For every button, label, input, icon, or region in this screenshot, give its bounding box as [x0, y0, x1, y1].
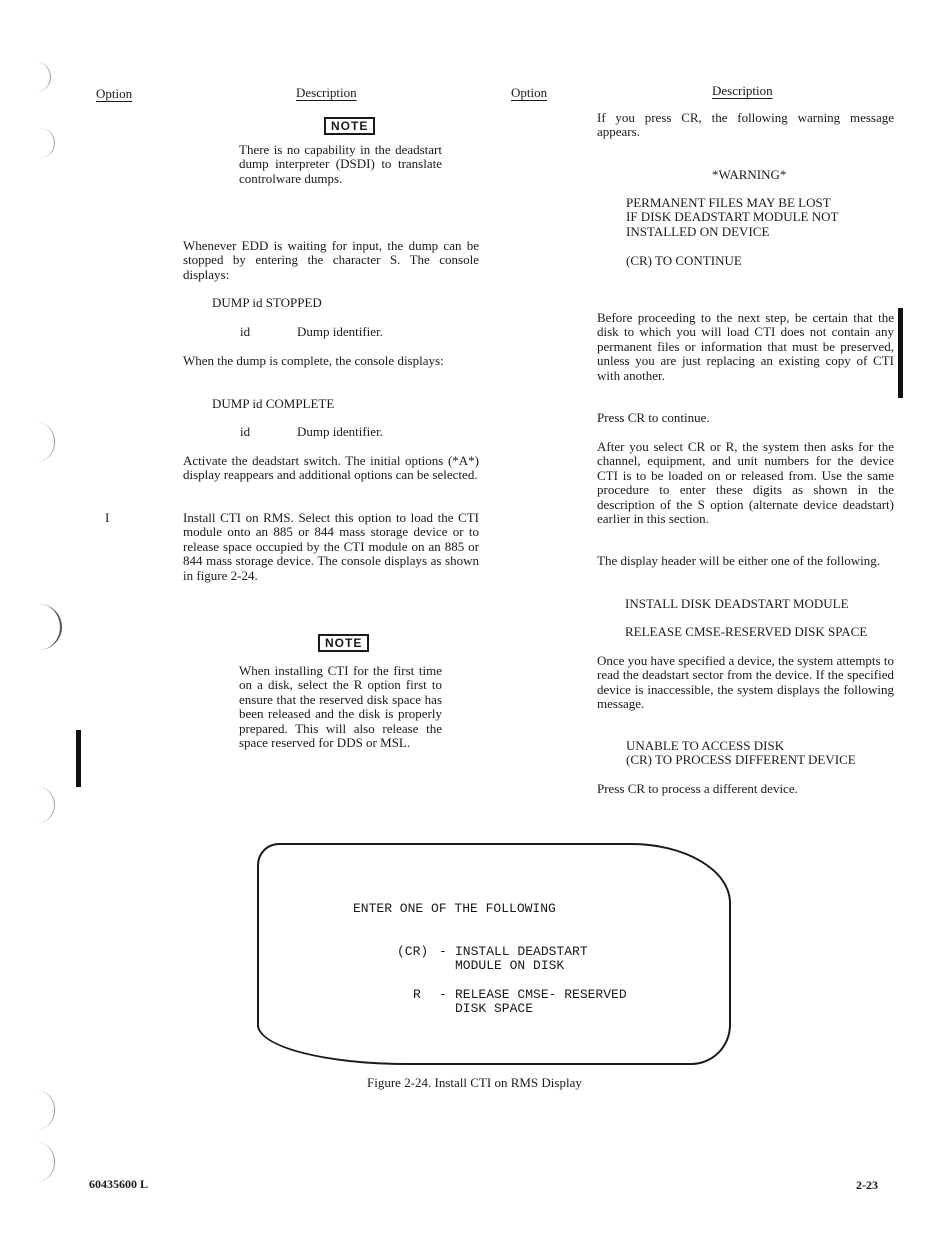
- paragraph-activate-deadstart: Activate the deadstart switch. The initial options (*A*) display reappears and additional options can be selected.: [183, 453, 479, 483]
- change-bar: [76, 730, 81, 787]
- continue-line: (CR) TO CONTINUE: [626, 253, 742, 268]
- paragraph-dump-complete: When the dump is complete, the console displays:: [183, 353, 444, 368]
- document-number: 60435600 L: [89, 1177, 149, 1191]
- header-option-install: INSTALL DISK DEADSTART MODULE: [625, 596, 849, 611]
- binder-hole-mark: [36, 422, 55, 462]
- note-label: NOTE: [318, 634, 369, 652]
- figure-option-cr-dash: -: [439, 944, 447, 959]
- id-definition: Dump identifier.: [297, 424, 383, 439]
- paragraph-install-cti: Install CTI on RMS. Select this option to load the CTI module onto an 885 or 844 mass storage device or to release space occupied by the CTI module on an 885 or 844 mass storage device. The console displays as shown in figure 2-24.: [183, 510, 479, 583]
- page-number: 2-23: [856, 1178, 878, 1192]
- paragraph-edd-stop: Whenever EDD is waiting for input, the dump can be stopped by entering the character S. The console displays:: [183, 238, 479, 282]
- warning-title: *WARNING*: [712, 167, 787, 182]
- note-text-1: There is no capability in the deadstart dump interpreter (DSDI) to translate controlware dumps.: [239, 142, 442, 186]
- figure-option-r-line: DISK SPACE: [455, 1001, 534, 1016]
- left-description-header: Description: [296, 85, 357, 100]
- right-option-header: Option: [511, 85, 548, 100]
- warning-line: PERMANENT FILES MAY BE LOST: [626, 195, 831, 210]
- header-option-release: RELEASE CMSE-RESERVED DISK SPACE: [625, 624, 868, 639]
- warning-message: [626, 196, 838, 239]
- figure-caption: Figure 2-24. Install CTI on RMS Display: [367, 1075, 582, 1090]
- paragraph-process-different: Press CR to process a different device.: [597, 781, 798, 796]
- figure-option-r-dash: -: [439, 987, 447, 1002]
- figure-option-cr-line: INSTALL DEADSTART: [455, 944, 588, 959]
- id-term: id: [240, 424, 251, 439]
- id-term: id: [240, 324, 251, 339]
- paragraph-press-cr: If you press CR, the following warning message appears.: [597, 110, 894, 140]
- note-box-2: [318, 634, 369, 652]
- error-message: [626, 739, 856, 768]
- note-box-1: [324, 117, 375, 135]
- figure-option-cr-line: MODULE ON DISK: [455, 958, 565, 973]
- paragraph-once-specified: Once you have specified a device, the system attempts to read the deadstart sector from the device. If the specified device is inaccessible, the system displays the following message.: [597, 653, 894, 712]
- option-i-label: I: [105, 510, 110, 525]
- note-text-2: When installing CTI for the first time on a disk, select the R option first to ensure that the reserved disk space has been released and the disk is properly prepared. This will also release the space reserved for DDS or MSL.: [239, 663, 442, 751]
- error-line: (CR) TO PROCESS DIFFERENT DEVICE: [626, 752, 856, 768]
- note-label: NOTE: [324, 117, 375, 135]
- figure-option-cr-key: (CR): [397, 944, 429, 959]
- paragraph-press-cr-continue: Press CR to continue.: [597, 410, 710, 425]
- binder-hole-mark: [36, 62, 51, 92]
- binder-hole-mark: [40, 128, 55, 158]
- left-option-header: Option: [96, 86, 133, 101]
- paragraph-after-select: After you select CR or R, the system then asks for the channel, equipment, and unit numbers for the device CTI is to be loaded on or released from. Use the same procedure to enter these digits as shown in the description of the S option (alternate device deadstart) earlier in this section.: [597, 439, 894, 527]
- error-line: UNABLE TO ACCESS DISK: [626, 738, 785, 753]
- console-dump-complete: DUMP id COMPLETE: [212, 396, 335, 411]
- binder-hole-mark: [36, 1090, 55, 1130]
- paragraph-display-header: The display header will be either one of the following.: [597, 553, 881, 568]
- id-definition: Dump identifier.: [297, 324, 383, 339]
- figure-prompt: ENTER ONE OF THE FOLLOWING: [353, 901, 556, 916]
- console-dump-stopped: DUMP id STOPPED: [212, 295, 322, 310]
- figure-option-r-key: R: [413, 987, 421, 1002]
- figure-option-r-line: RELEASE CMSE- RESERVED: [455, 987, 627, 1002]
- right-description-header: Description: [712, 83, 773, 98]
- binder-hole-mark: [34, 604, 62, 650]
- binder-hole-mark: [36, 786, 55, 824]
- binder-hole-mark: [36, 1142, 55, 1182]
- paragraph-before-proceeding: Before proceeding to the next step, be certain that the disk to which you will load CTI does not contain any permanent files or information that must be preserved, unless you are just replacing an existing copy of CTI with another.: [597, 310, 894, 383]
- change-bar: [898, 308, 903, 398]
- warning-line: INSTALLED ON DEVICE: [626, 223, 770, 239]
- warning-line: IF DISK DEADSTART MODULE NOT: [626, 209, 839, 225]
